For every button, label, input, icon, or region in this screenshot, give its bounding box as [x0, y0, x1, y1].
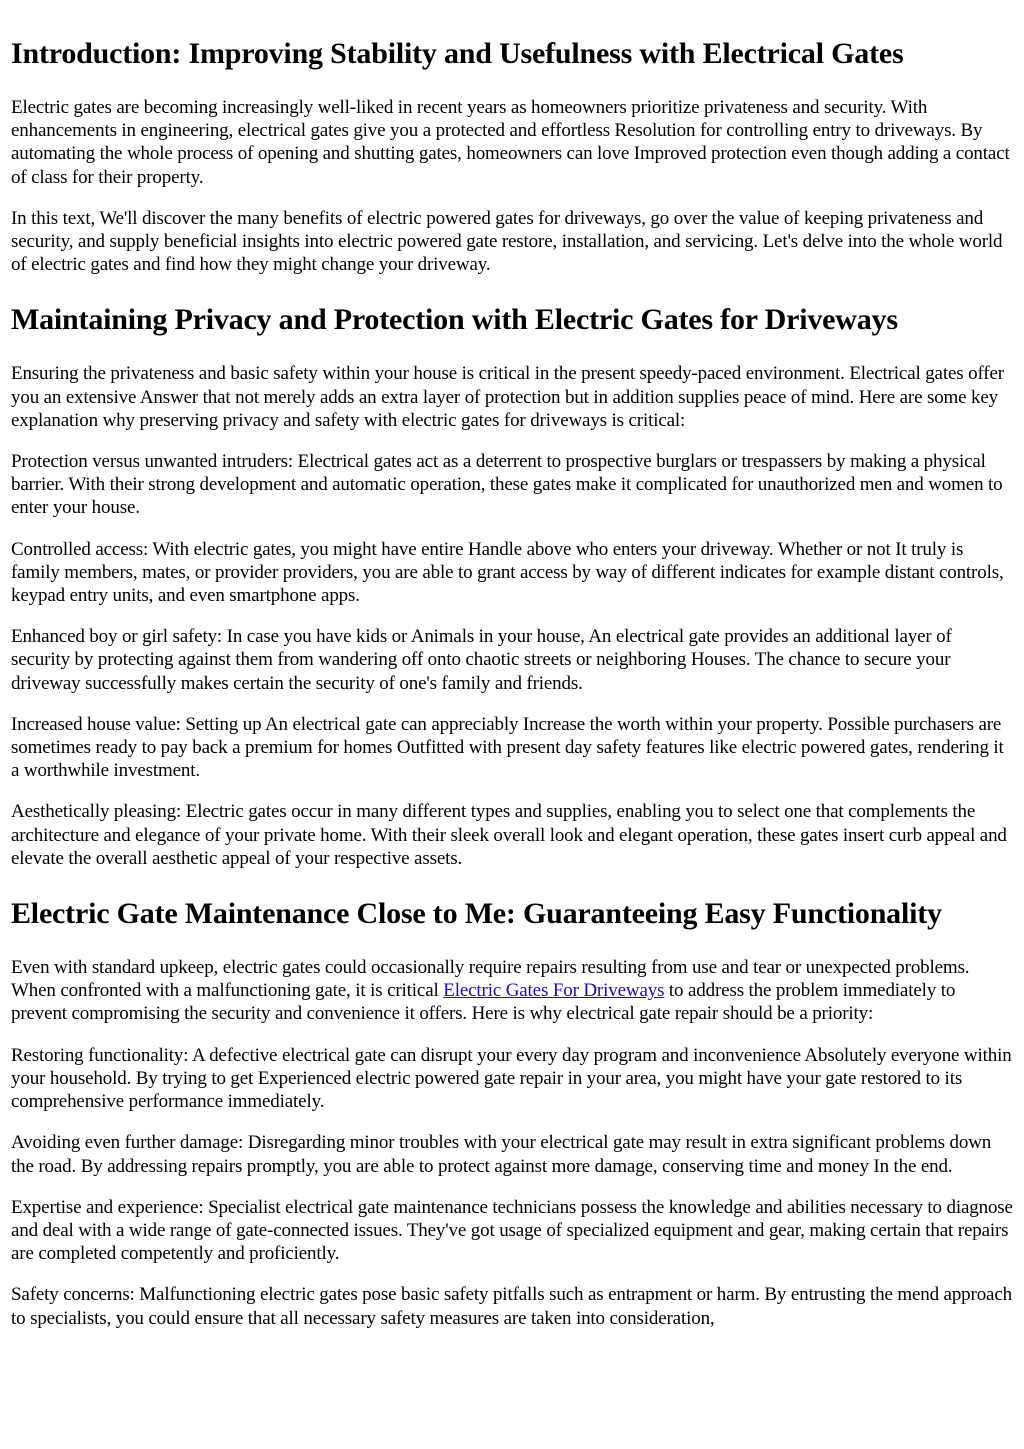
section-gate-maintenance — [11, 896, 1013, 1330]
paragraph: In this text, We'll discover the many benefits of electric powered gates for driveways, go over the value of keeping privateness and security, and supply beneficial insights into electric powered gate restore, installation, and servicing. Let's delve into the whole world of electric gates and find how they might change your driveway. — [11, 207, 1003, 276]
heading-privacy-protection: Maintaining Privacy and Protection with Electric Gates for Driveways — [11, 303, 898, 337]
paragraph: Restoring functionality: A defective electrical gate can disrupt your every day program and inconvenience Absolutely everyone within your household. By trying to get Experienced electric powered gate repair in your area, you might have your gate restored to its comprehensive performance immediately. — [11, 1044, 1012, 1113]
paragraph-with-link — [11, 956, 1013, 1026]
text-before-link: Even with standard upkeep, electric gates could occasionally require repairs resulting from use and tear or unexpected problems. When confronted with a malfunctioning gate, it is critical — [11, 957, 970, 1002]
paragraph: Enhanced boy or girl safety: In case you have kids or Animals in your house, An electrical gate provides an additional layer of security by protecting against them from wandering off onto chaotic streets or neighboring Houses. The chance to secure your driveway successfully makes certain the security of one's family and friends. — [11, 626, 952, 694]
paragraph: Increased house value: Setting up An electrical gate can appreciably Increase the worth within your property. Possible purchasers are sometimes ready to pay back a premium for homes Outfitted with present day safety features like electric powered gates, rendering it a worthwhile investment. — [11, 713, 1004, 782]
section-introduction — [11, 0, 1013, 276]
paragraph: Expertise and experience: Specialist electrical gate maintenance technicians possess the knowledge and abilities necessary to diagnose and deal with a wide range of gate-connected issues. They've got usage of specialized equipment and gear, making certain that repairs are completed competently and proficiently. — [11, 1196, 1013, 1265]
electric-gates-for-driveways-link[interactable]: Electric Gates For Driveways — [443, 980, 665, 1002]
paragraph: Aesthetically pleasing: Electric gates occur in many different types and supplies, enabling you to select one that complements the architecture and elegance of your private home. With their sleek overall look and elegant operation, these gates insert curb appeal and elevate the overall aesthetic appeal of your respective assets. — [11, 801, 1007, 869]
heading-gate-maintenance: Electric Gate Maintenance Close to Me: Guaranteeing Easy Functionality — [11, 897, 942, 931]
paragraph: Protection versus unwanted intruders: Electrical gates act as a deterrent to prospective burglars or trespassers by making a physical barrier. With their strong development and automatic operation, these gates make it complicated for unauthorized men and women to enter your house. — [11, 451, 1003, 519]
text-after-link: to address the problem immediately to prevent compromising the security and convenience it offers. Here is why electrical gate repair should be a priority: — [11, 980, 956, 1025]
paragraph: Safety concerns: Malfunctioning electric gates pose basic safety pitfalls such as entrapment or harm. By entrusting the mend approach to specialists, you could ensure that all necessary safety measures are taken into consideration, — [11, 1284, 1012, 1329]
paragraph: Ensuring the privateness and basic safety within your house is critical in the present speedy-paced environment. Electrical gates offer you an extensive Answer that not merely adds an extra layer of protection but in addition supplies peace of mind. Here are some key explanation why preserving privacy and safety with electric gates for driveways is critical: — [11, 363, 1004, 431]
section-privacy-protection — [11, 302, 1013, 870]
paragraph: Controlled access: With electric gates, you might have entire Handle above who enters your driveway. Whether or not It truly is family members, mates, or provider providers, you are able to grant access by way of different indicates for example distant controls, keypad entry units, and even smartphone apps. — [11, 538, 1004, 607]
paragraph: Avoiding even further damage: Disregarding minor troubles with your electrical gate may result in extra significant problems down the road. By addressing repairs promptly, you are able to protect against more damage, conserving time and money In the end. — [11, 1132, 992, 1177]
paragraph: Electric gates are becoming increasingly well-liked in recent years as homeowners prioritize privateness and security. With enhancements in engineering, electrical gates give you a protected and effortless Resolution for controlling entry to driveways. By automating the whole process of opening and shutting gates, homeowners can love Improved protection even though adding a contact of class for their property. — [11, 97, 1010, 188]
heading-introduction: Introduction: Improving Stability and Usefulness with Electrical Gates — [11, 37, 904, 70]
